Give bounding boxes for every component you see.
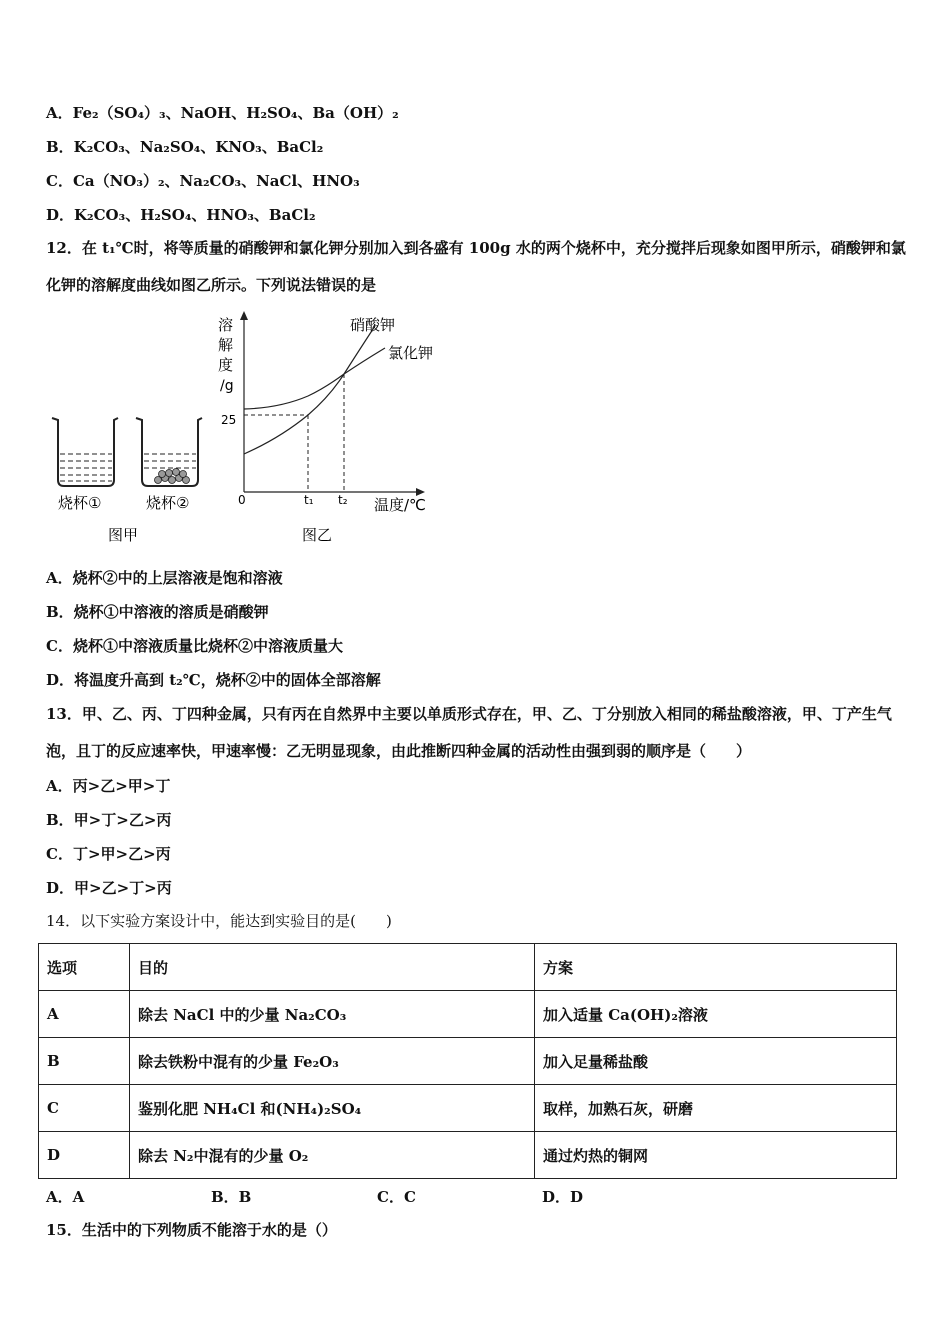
q13-option-c: C．丁>甲>乙>丙	[46, 845, 171, 863]
y-label-4: /g	[220, 378, 234, 394]
table-cell: 除去 N₂中混有的少量 O₂	[130, 1132, 535, 1179]
table-cell: 通过灼热的铜网	[535, 1132, 897, 1179]
y-label-3: 度	[218, 356, 234, 374]
beaker-2	[136, 418, 202, 486]
q12-figure	[40, 308, 450, 548]
solubility-graph	[218, 311, 433, 514]
y-label-1: 溶	[218, 316, 234, 334]
kcl-curve	[244, 348, 385, 409]
table-cell: 鉴别化肥 NH₄Cl 和(NH₄)₂SO₄	[130, 1085, 535, 1132]
x-tick-t2: t₂	[338, 493, 348, 507]
header-option: 选项	[39, 944, 130, 991]
table-cell: 取样，加熟石灰，研磨	[535, 1085, 897, 1132]
table-cell: 加入足量稀盐酸	[535, 1038, 897, 1085]
kno3-label: 硝酸钾	[350, 316, 396, 334]
undissolved-solid	[155, 469, 190, 484]
q13-option-b: B．甲>丁>乙>丙	[46, 811, 172, 829]
q14-answer-d: D．D	[542, 1188, 584, 1206]
q14-answer-a: A．A	[46, 1188, 85, 1206]
q12-stem: 12．在 t₁℃时，将等质量的硝酸钾和氯化钾分别加入到各盛有 100g 水的两个烧杯中，充分搅拌后现象如图甲所示，硝酸钾和氯化钾的溶解度曲线如图乙所示。下列说法错误的是	[46, 239, 906, 294]
q13-option-a: A．丙>乙>甲>丁	[46, 777, 171, 795]
q14-answer-c: C．C	[377, 1188, 416, 1206]
q12-option-c: C．烧杯①中溶液质量比烧杯②中溶液质量大	[46, 637, 343, 655]
beaker-1	[52, 418, 118, 486]
kno3-curve	[244, 326, 375, 454]
header-purpose: 目的	[130, 944, 535, 991]
table-cell: A	[39, 991, 130, 1038]
kcl-label: 氯化钾	[388, 344, 434, 362]
table-cell: C	[39, 1085, 130, 1132]
table-row	[39, 1132, 897, 1179]
q11-option-d: D．K₂CO₃、H₂SO₄、HNO₃、BaCl₂	[46, 206, 316, 224]
q14-stem: 14．以下实验方案设计中，能达到实验目的是( )	[46, 912, 392, 930]
header-plan: 方案	[535, 944, 897, 991]
table-cell: B	[39, 1038, 130, 1085]
beaker-2-label: 烧杯②	[146, 494, 190, 512]
x-axis-label: 温度/℃	[374, 496, 426, 514]
table-cell: 除去铁粉中混有的少量 Fe₂O₃	[130, 1038, 535, 1085]
q12-option-b: B．烧杯①中溶液的溶质是硝酸钾	[46, 603, 269, 621]
q13-stem: 13．甲、乙、丙、丁四种金属，只有丙在自然界中主要以单质形式存在，甲、乙、丁分别放入相同的稀盐酸溶液，甲、丁产生气泡，且丁的反应速率快，甲速率慢：乙无明显现象，由此推断四种金属的活动性由强到弱的顺序是（ ）	[46, 705, 892, 760]
q11-option-b: B．K₂CO₃、Na₂SO₄、KNO₃、BaCl₂	[46, 138, 324, 156]
figure-caption-left: 图甲	[108, 526, 139, 544]
table-cell: 除去 NaCl 中的少量 Na₂CO₃	[130, 991, 535, 1038]
table-row	[39, 1085, 897, 1132]
y-tick-25: 25	[221, 413, 237, 427]
x-tick-t1: t₁	[304, 493, 314, 507]
table-row	[39, 991, 897, 1038]
q14-table	[38, 943, 897, 1179]
q14-answer-b: B．B	[211, 1188, 252, 1206]
table-header-row	[39, 944, 897, 991]
q12-option-a: A．烧杯②中的上层溶液是饱和溶液	[46, 569, 283, 587]
table-cell: 加入适量 Ca(OH)₂溶液	[535, 991, 897, 1038]
q12-option-d: D．将温度升高到 t₂℃，烧杯②中的固体全部溶解	[46, 671, 381, 689]
q11-option-a: A．Fe₂（SO₄）₃、NaOH、H₂SO₄、Ba（OH）₂	[46, 104, 399, 122]
beaker-1-label: 烧杯①	[58, 494, 102, 512]
q11-option-c: C．Ca（NO₃）₂、Na₂CO₃、NaCl、HNO₃	[46, 172, 360, 190]
table-row	[39, 1038, 897, 1085]
figure-caption-right: 图乙	[302, 526, 333, 544]
q15-stem: 15．生活中的下列物质不能溶于水的是（）	[46, 1221, 337, 1239]
table-cell: D	[39, 1132, 130, 1179]
q13-option-d: D．甲>乙>丁>丙	[46, 879, 172, 897]
origin-label: 0	[238, 493, 246, 507]
y-label-2: 解	[218, 336, 234, 354]
